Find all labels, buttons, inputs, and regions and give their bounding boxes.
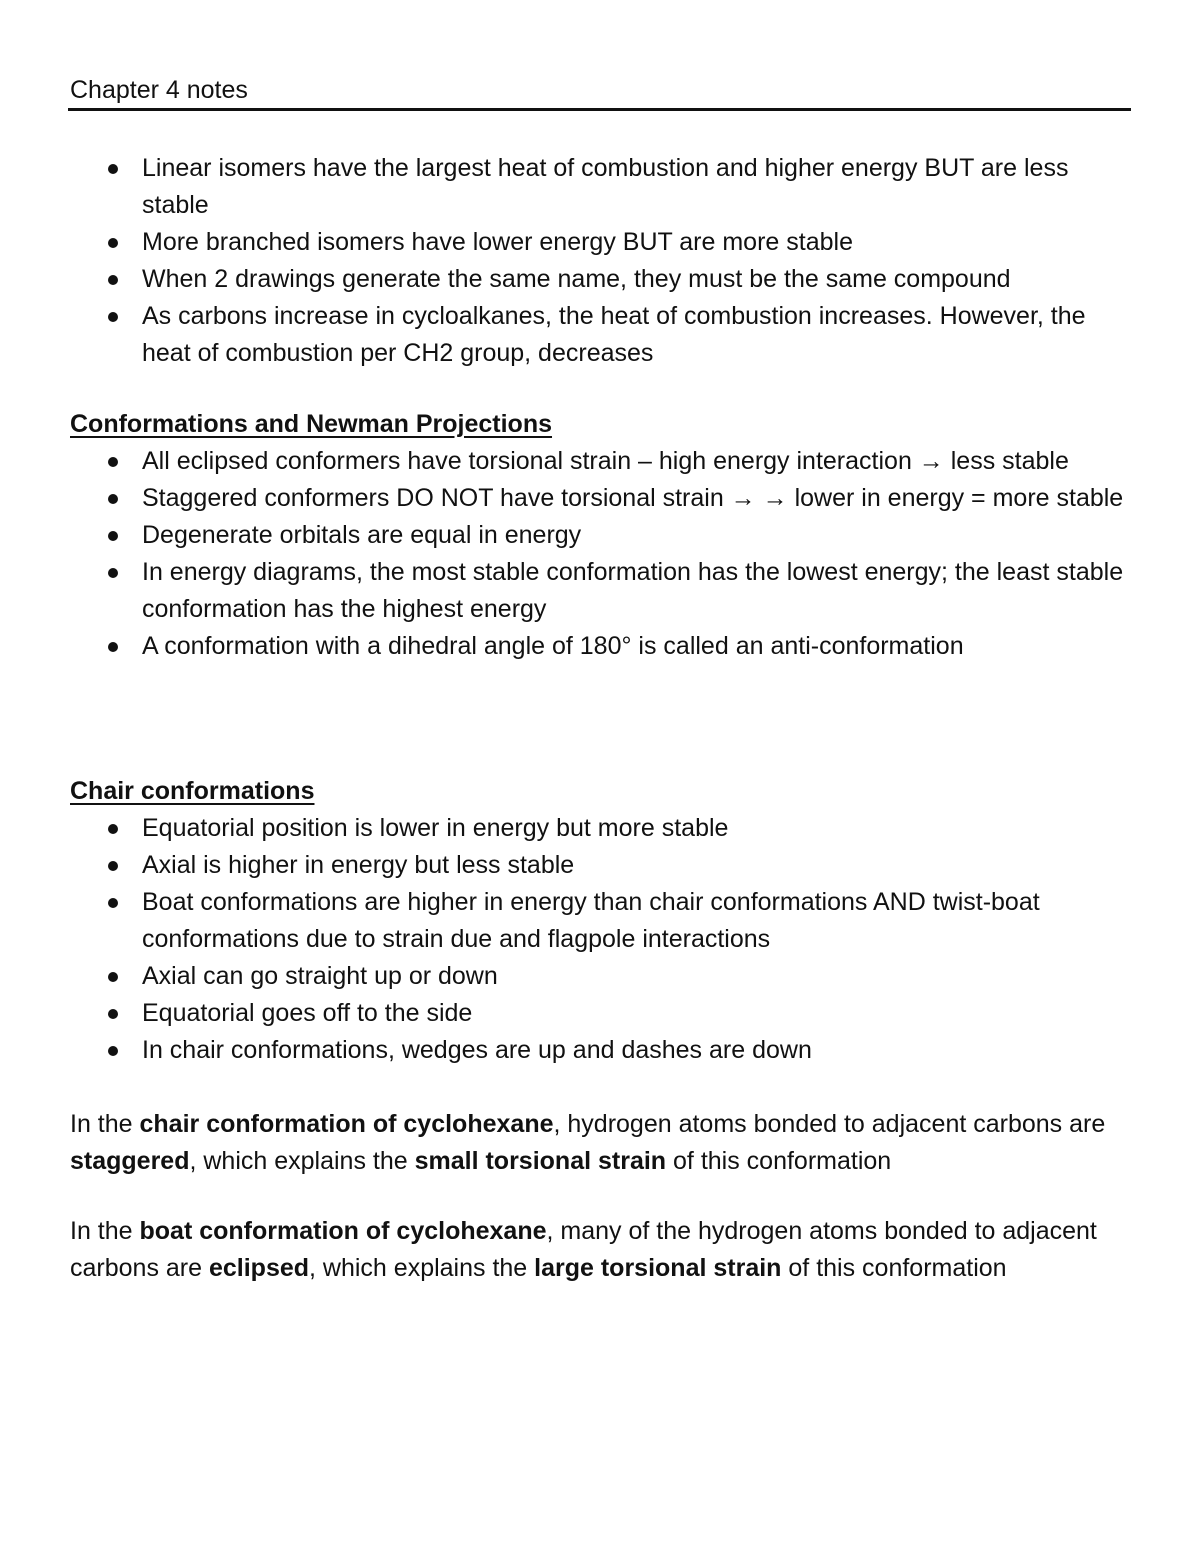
paragraph: In the chair conformation of cyclohexane, hydrogen atoms bonded to adjacent carbons are staggered, which explains the small torsional strain of this conformation — [70, 1110, 1106, 1175]
intro-section — [70, 150, 1132, 372]
bullet-icon — [108, 312, 118, 322]
list-item: Axial can go straight up or down — [70, 958, 1132, 995]
bullet-icon — [108, 531, 118, 541]
list-item: Equatorial position is lower in energy but more stable — [70, 810, 1132, 847]
bullet-icon — [108, 898, 118, 908]
section-heading: Chair conformations — [70, 777, 315, 805]
list-item: Boat conformations are higher in energy than chair conformations AND twist-boat conformations due to strain due and flagpole interactions — [70, 884, 1132, 958]
header-divider — [68, 108, 1131, 111]
paragraph: In the boat conformation of cyclohexane, many of the hydrogen atoms bonded to adjacent carbons are eclipsed, which explains the large torsional strain of this conformation — [70, 1217, 1097, 1282]
bullet-icon — [108, 972, 118, 982]
list-item: As carbons increase in cycloalkanes, the heat of combustion increases. However, the heat of combustion per CH2 group, decreases — [70, 298, 1132, 372]
chair-bullet-list — [70, 810, 1132, 1069]
newman-section — [70, 406, 1132, 665]
bullet-icon — [108, 861, 118, 871]
list-item: In energy diagrams, the most stable conformation has the lowest energy; the least stable conformation has the highest energy — [70, 554, 1132, 628]
bullet-icon — [108, 824, 118, 834]
chair-section — [70, 773, 1132, 1069]
list-item: Degenerate orbitals are equal in energy — [70, 517, 1132, 554]
intro-bullet-list — [70, 150, 1132, 372]
list-item: More branched isomers have lower energy BUT are more stable — [70, 224, 1132, 261]
bullet-icon — [108, 568, 118, 578]
list-item: Equatorial goes off to the side — [70, 995, 1132, 1032]
bullet-icon — [108, 642, 118, 652]
list-item: A conformation with a dihedral angle of 180° is called an anti-conformation — [70, 628, 1132, 665]
boat-cyclohexane-paragraph — [70, 1213, 1132, 1287]
bullet-icon — [108, 238, 118, 248]
bullet-icon — [108, 494, 118, 504]
list-item: In chair conformations, wedges are up and dashes are down — [70, 1032, 1132, 1069]
bullet-icon — [108, 1009, 118, 1019]
list-item: When 2 drawings generate the same name, they must be the same compound — [70, 261, 1132, 298]
bullet-icon — [108, 164, 118, 174]
chair-cyclohexane-paragraph — [70, 1106, 1132, 1180]
bullet-icon — [108, 1046, 118, 1056]
list-item: Linear isomers have the largest heat of combustion and higher energy BUT are less stable — [70, 150, 1132, 224]
bullet-icon — [108, 275, 118, 285]
list-item: Staggered conformers DO NOT have torsional strain → → lower in energy = more stable — [70, 480, 1132, 517]
list-item: All eclipsed conformers have torsional strain – high energy interaction → less stable — [70, 443, 1132, 480]
page-header-title: Chapter 4 notes — [70, 76, 248, 104]
section-heading: Conformations and Newman Projections — [70, 410, 553, 438]
newman-bullet-list — [70, 443, 1132, 665]
bullet-icon — [108, 457, 118, 467]
list-item: Axial is higher in energy but less stable — [70, 847, 1132, 884]
